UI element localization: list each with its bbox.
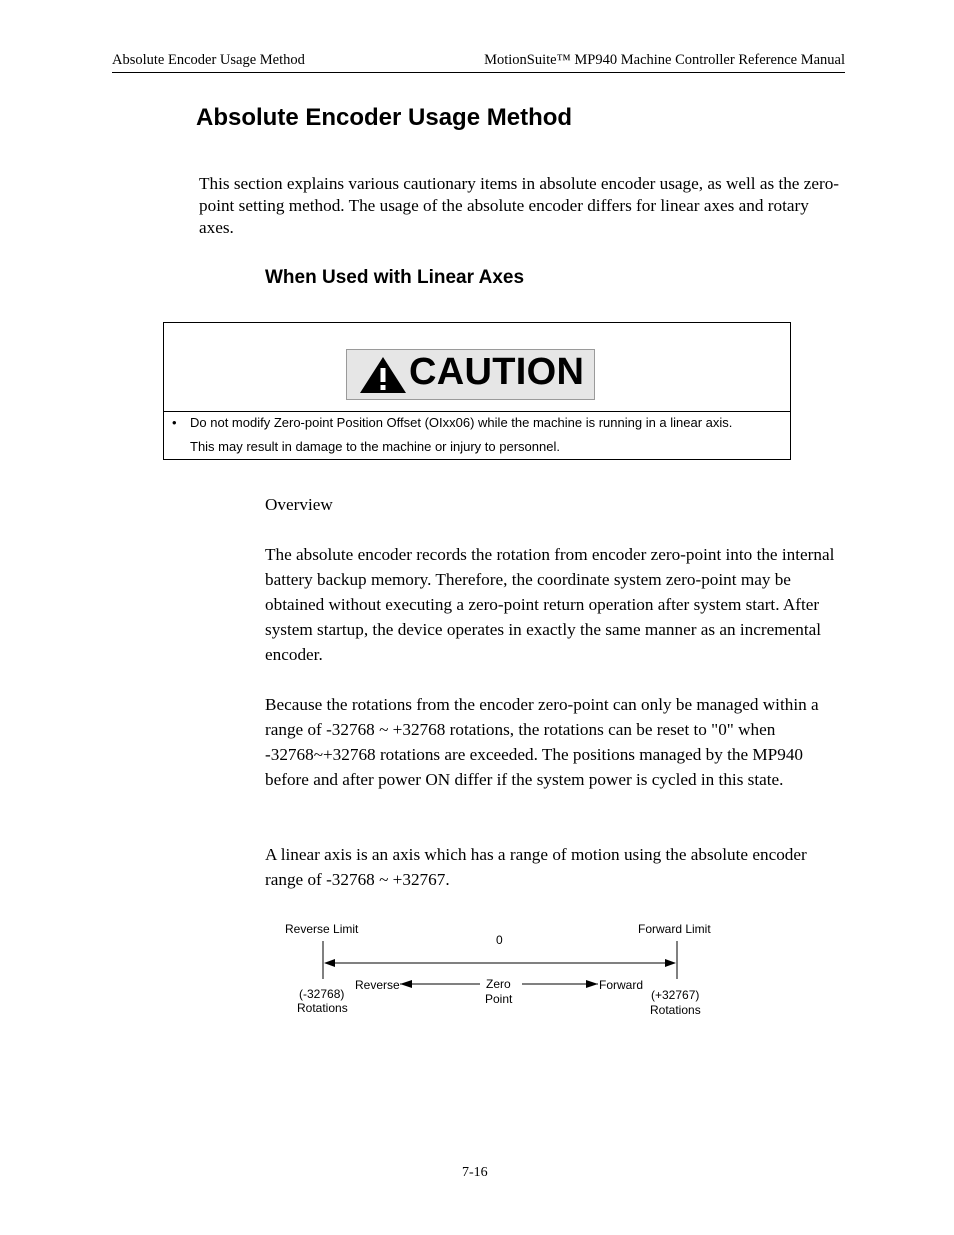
caution-label: CAUTION	[409, 351, 585, 393]
paragraph-1: The absolute encoder records the rotation from encoder zero-point into the internal battery backup memory. Therefore, the coordinate system zero-point may be obtained without executing a zero-point return operation after system start. After system startup, the device operates in exactly the same manner as an incremental encoder.	[265, 545, 835, 664]
header-section-name: Absolute Encoder Usage Method	[112, 52, 305, 68]
caution-text-line2: This may result in damage to the machine or injury to personnel.	[190, 439, 560, 454]
forward-limit-label: Forward Limit	[638, 922, 711, 936]
max-rotations-label: Rotations	[650, 1003, 701, 1017]
intro-paragraph: This section explains various cautionary items in absolute encoder usage, as well as the zero-point setting method. The usage of the absolute encoder differs for linear axes and rotary axes.	[199, 174, 840, 237]
overview-heading: Overview	[265, 495, 333, 514]
reverse-label: Reverse	[355, 978, 400, 992]
max-rotation-value: (+32767)	[651, 988, 700, 1002]
zero-label: 0	[496, 933, 503, 947]
min-rotations-label: Rotations	[297, 1001, 348, 1015]
forward-arrowhead	[586, 980, 598, 988]
min-rotation-value: (-32768)	[299, 987, 345, 1001]
zero-point-label-line2: Point	[485, 992, 513, 1006]
zero-point-label-line1: Zero	[486, 977, 511, 991]
paragraph-2: Because the rotations from the encoder zero-point can only be managed within a range of -32768 ~ +32768 rotations, the rotations can be reset to "0" when -32768~+32768 rotations are exceeded. The positions managed by the MP940 before and after power ON differ if the system power is cycled in this state.	[265, 695, 819, 789]
header-manual-title: MotionSuite™ MP940 Machine Controller Reference Manual	[484, 52, 845, 68]
forward-label: Forward	[599, 978, 644, 992]
reverse-limit-label: Reverse Limit	[285, 922, 359, 936]
range-arrow-left	[324, 959, 335, 967]
warning-triangle-icon	[359, 356, 407, 394]
reverse-arrowhead	[400, 980, 412, 988]
caution-box	[163, 322, 791, 460]
range-arrow-right	[665, 959, 676, 967]
section-title: Absolute Encoder Usage Method	[196, 104, 573, 131]
paragraph-3: A linear axis is an axis which has a range of motion using the absolute encoder range of -32768 ~ +32767.	[265, 845, 807, 889]
caution-text-line1: Do not modify Zero-point Position Offset (OIxx06) while the machine is running in a linear axis.	[190, 415, 733, 430]
subsection-title: When Used with Linear Axes	[265, 267, 525, 288]
caution-bullet: •	[172, 415, 177, 430]
running-header	[112, 52, 845, 73]
page-number: 7-16	[462, 1165, 488, 1180]
caution-banner	[346, 349, 595, 400]
linear-axis-diagram	[280, 915, 730, 1025]
caution-divider	[164, 411, 790, 412]
